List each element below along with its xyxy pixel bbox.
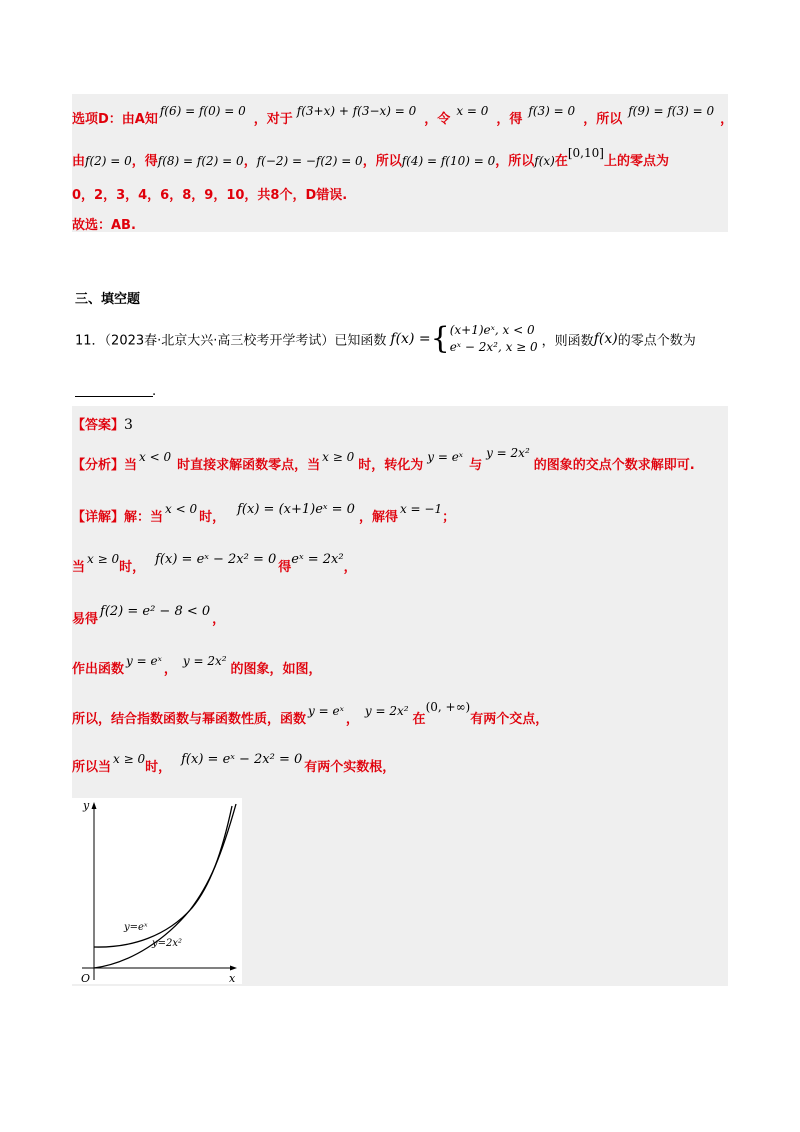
math: f(x)	[534, 154, 555, 168]
brace: {	[430, 321, 450, 356]
text: ；	[442, 510, 456, 525]
curve-quad-label: y=2x²	[152, 938, 183, 949]
text: 由	[72, 154, 86, 169]
math: f(x) =	[390, 330, 431, 347]
box1-line-3: 0，2，3，4，6，8，9，10，共8个，D错误.	[72, 188, 348, 203]
text: 【详解】解：当	[72, 510, 164, 525]
math: f(3) = 0	[528, 104, 576, 118]
math: f(3+x) + f(3−x) = 0	[296, 104, 417, 118]
math: y = eˣ	[427, 450, 464, 464]
text: 在	[554, 154, 568, 169]
text: 所以当	[72, 760, 112, 775]
math: y = eˣ	[308, 704, 344, 718]
answer-label: 【答案】	[72, 418, 125, 433]
answer-value: 3	[124, 417, 133, 433]
detail-line	[72, 502, 456, 525]
x-axis-label: x	[229, 972, 236, 984]
text: ，得	[496, 112, 523, 127]
text: ，所以	[583, 112, 623, 127]
math: f(x) = (x+1)eˣ = 0	[237, 502, 355, 517]
analysis-line	[72, 446, 695, 473]
curve-exp-label: y=eˣ	[124, 922, 148, 933]
text: 上的零点为	[603, 154, 669, 169]
piecewise	[450, 322, 538, 356]
text: 时直接求解函数零点，当	[177, 458, 321, 473]
text: 时，	[145, 760, 172, 775]
text: ，得	[131, 154, 158, 169]
text: ，	[163, 662, 177, 677]
text: ，	[345, 712, 359, 727]
answer-line	[72, 414, 133, 433]
text: ，所以	[362, 154, 402, 169]
math: f(x) = eˣ − 2x² = 0	[155, 552, 277, 567]
math: y = eˣ	[126, 654, 162, 668]
detail-line-a	[72, 552, 357, 575]
box1-line-1	[72, 104, 734, 127]
text: 当	[72, 560, 86, 575]
math: x ≥ 0	[113, 752, 146, 766]
text: ，对于	[253, 112, 293, 127]
x-axis-arrow	[230, 966, 237, 971]
math: f(2) = 0	[85, 154, 132, 168]
question-end: .	[152, 384, 157, 399]
box1-line-4: 故选：AB.	[72, 218, 136, 233]
text: ，	[243, 154, 257, 169]
curve-exp	[94, 806, 232, 947]
math: f(x) = eˣ − 2x² = 0	[181, 752, 303, 767]
text: 与	[469, 458, 483, 473]
math: [0,10]	[567, 146, 604, 160]
text: ，令	[424, 112, 451, 127]
detail-line-b	[72, 604, 226, 627]
y-axis-arrow	[92, 802, 97, 809]
text: 【分析】当	[72, 458, 138, 473]
text: ，	[343, 560, 357, 575]
math: f(9) = f(3) = 0	[628, 104, 715, 118]
math: x ≥ 0	[87, 552, 120, 566]
math: f(x)	[593, 330, 618, 347]
math: x ≥ 0	[322, 450, 355, 464]
text: 时，	[119, 560, 146, 575]
answer-blank	[75, 396, 153, 397]
origin-label: O	[81, 972, 91, 984]
detail-line-d	[72, 700, 549, 727]
math: (0, +∞)	[425, 700, 471, 714]
question-text: 的零点个数为	[617, 333, 696, 349]
text: 所以，结合指数函数与幂函数性质，函数	[72, 712, 307, 727]
box1-line-2	[72, 146, 669, 169]
question-text: ，则函数	[541, 333, 594, 349]
piece-2: eˣ − 2x², x ≥ 0	[449, 340, 538, 354]
y-axis-label: y	[83, 799, 90, 812]
text: 有两个交点，	[470, 712, 549, 727]
math: eˣ = 2x²	[291, 552, 344, 567]
question-text: 11．（2023春·北京大兴·高三校考开学考试）已知函数	[75, 333, 387, 349]
math: x < 0	[139, 450, 172, 464]
math: y = 2x²	[486, 446, 530, 460]
detail-line-c	[72, 654, 322, 677]
section-title: 三、填空题	[75, 292, 141, 307]
text: 易得	[72, 612, 99, 627]
text: 时，	[199, 510, 226, 525]
math: y = 2x²	[182, 654, 227, 668]
math: x = −1	[399, 502, 443, 516]
text: ，解得	[358, 510, 398, 525]
text: 的图象的交点个数求解即可.	[533, 458, 695, 473]
function-graph	[72, 798, 242, 984]
text: ，	[212, 612, 226, 627]
text: ，所以	[495, 154, 535, 169]
detail-line-e	[72, 752, 396, 775]
text: 有两个实数根，	[304, 760, 396, 775]
math: x < 0	[165, 502, 198, 516]
math: x = 0	[456, 104, 489, 118]
math: f(−2) = −f(2) = 0	[256, 154, 363, 168]
text: 选项D：由A知	[72, 112, 158, 127]
solution-box-1	[72, 94, 734, 233]
piece-1: (x+1)eˣ, x < 0	[449, 323, 535, 337]
math: f(2) = e² − 8 < 0	[100, 604, 211, 619]
math: f(8) = f(2) = 0	[157, 154, 244, 168]
text: 在	[412, 712, 426, 727]
solution-box-2	[72, 406, 728, 986]
text: 作出函数	[72, 662, 125, 677]
math: f(4) = f(10) = 0	[401, 154, 496, 168]
text: 的图象，如图，	[230, 662, 322, 677]
text: ，	[720, 112, 734, 127]
text: 时，转化为	[358, 458, 424, 473]
text: 得	[278, 560, 292, 575]
question-11	[75, 322, 696, 356]
math: y = 2x²	[364, 704, 409, 718]
math: f(6) = f(0) = 0	[159, 104, 246, 118]
